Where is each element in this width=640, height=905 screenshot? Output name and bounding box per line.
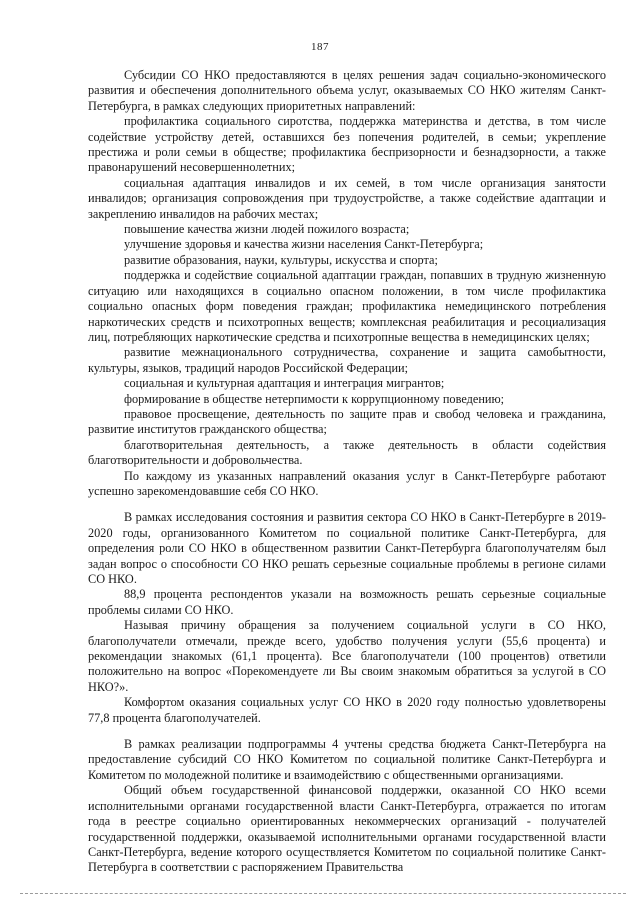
paragraph-direction-disabled: социальная адаптация инвалидов и их семей, в том числе организация занятости инвалидов; организация сопровождения при трудоустройстве, а также содействие адаптации и закреплению инвалидов на рабочих местах; xyxy=(88,175,606,221)
paragraph-direction-migrants: социальная и культурная адаптация и интеграция мигрантов; xyxy=(124,376,445,391)
page-number: 187 xyxy=(311,41,329,53)
paragraph-summary-directions: По каждому из указанных направлений оказания услуг в Санкт-Петербурге работают успешно зарекомендовавшие себя СО НКО. xyxy=(88,468,606,498)
paragraph-subprogram: В рамках реализации подпрограммы 4 учтены средства бюджета Санкт-Петербурга на предоставление субсидий СО НКО Комитетом по социальной политике Санкт-Петербурга и Комитетом по молодежной политике и взаимодействию с общественными организациями. xyxy=(88,737,606,782)
paragraph-research: В рамках исследования состояния и развития сектора СО НКО в Санкт-Петербурге в 2019-2020 годы, организованного Комитетом по социальной политике Санкт-Петербурга, для определения роли СО НКО в общественном развитии Санкт-Петербурга благополучателям был задан вопрос о способности СО НКО решать серьезные социальные проблемы в регионе силами СО НКО. xyxy=(88,510,606,586)
paragraph-reasons: Называя причину обращения за получением социальной услуги в СО НКО, благополучатели отмечали, прежде всего, удобство получения услуги (55,6 процента) и рекомендации знакомых (61,1 процента). Все благополучатели (100 процентов) ответили положительно на вопрос «Порекомендуете ли Вы своим знакомым обратиться за услугой в СО НКО?». xyxy=(88,618,606,694)
paragraph-direction-elderly: повышение качества жизни людей пожилого возраста; xyxy=(124,222,410,237)
paragraph-direction-orphanhood: профилактика социального сиротства, поддержка материнства и детства, в том числе содействие устройству детей, оставшихся без попечения родителей, в семьи; укрепление престижа и роли семьи в обществе; профилактика беспризорности и безнадзорности, а также правонарушений несовершеннолетних; xyxy=(88,114,606,175)
paragraph-direction-anticorruption: формирование в обществе нетерпимости к коррупционному поведению; xyxy=(124,391,505,406)
paragraph-direction-charity: благотворительная деятельность, а также деятельность в области содействия благотворительности и добровольчества. xyxy=(88,437,606,468)
paragraph-direction-interethnic: развитие межнационального сотрудничества, сохранение и защита самобытности, культуры, языков, традиций народов Российской Федерации; xyxy=(88,345,606,375)
paragraph-direction-education: развитие образования, науки, культуры, искусства и спорта; xyxy=(124,252,438,267)
scan-edge-line xyxy=(20,893,626,894)
paragraph-intro: Субсидии СО НКО предоставляются в целях решения задач социально-экономического развития и обеспечения дополнительного объема услуг, оказываемых СО НКО жителям Санкт-Петербурга, в рамках следующих приоритетных направлений: xyxy=(88,68,606,113)
paragraph-direction-health: улучшение здоровья и качества жизни населения Санкт-Петербурга; xyxy=(124,237,484,252)
document-body xyxy=(88,68,606,876)
paragraph-direction-social-adaptation: поддержка и содействие социальной адаптации граждан, попавших в трудную жизненную ситуацию или находящихся в социально опасном положении, в том числе профилактика социально опасных форм поведения граждан; профилактика немедицинского потребления наркотических средств и психотропных веществ; комплексная реабилитация и ресоциализация лиц, потребляющих наркотические средства и психотропные вещества в немедицинских целях; xyxy=(88,268,606,344)
paragraph-comfort: Комфортом оказания социальных услуг СО НКО в 2020 году полностью удовлетворены 77,8 процента благополучателей. xyxy=(88,695,606,725)
paragraph-respondents: 88,9 процента респондентов указали на возможность решать серьезные социальные проблемы силами СО НКО. xyxy=(88,587,606,617)
paragraph-direction-legal: правовое просвещение, деятельность по защите прав и свобод человека и гражданина, развитие институтов гражданского общества; xyxy=(88,406,606,437)
paragraph-support-volume: Общий объем государственной финансовой поддержки, оказанной СО НКО всеми исполнительными органами государственной власти Санкт-Петербурга, отражается по итогам года в реестре социально ориентированных некоммерческих организаций - получателей государственной поддержки, оказываемой исполнительными органами государственной власти Санкт-Петербурга, ведение которого осуществляется Комитетом по социальной политике Санкт-Петербурга в соответствии с распоряжением Правительства xyxy=(88,783,606,875)
